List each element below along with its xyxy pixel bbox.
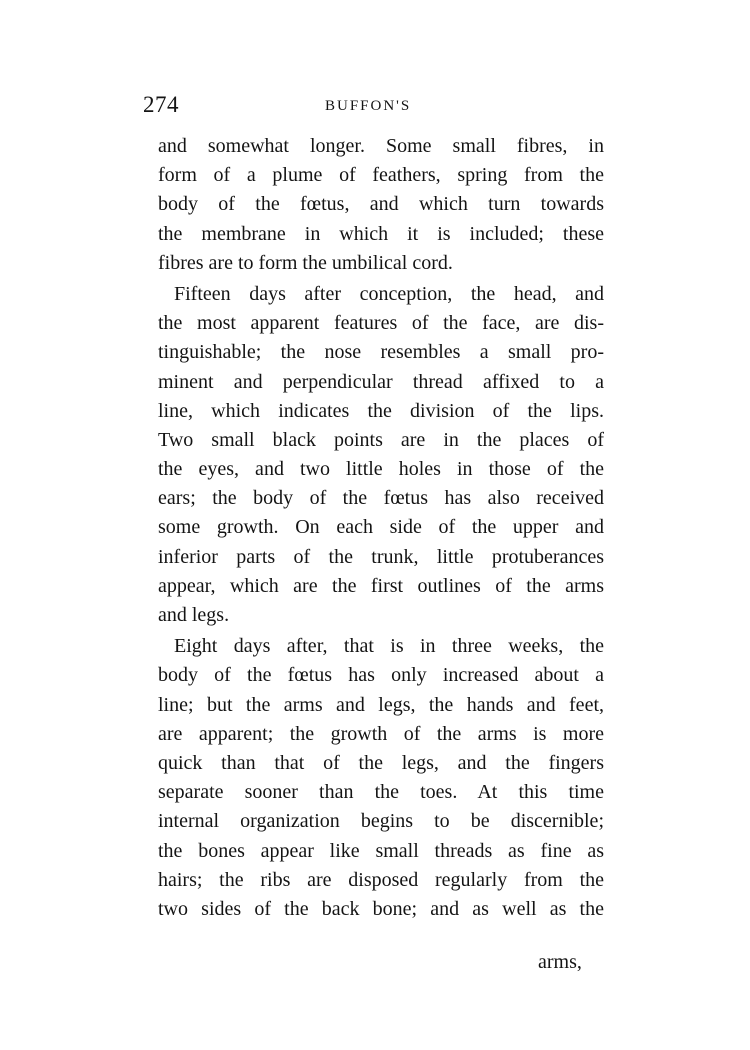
catchword: arms, xyxy=(538,951,582,973)
text-line: are apparent; the growth of the arms is more xyxy=(158,722,604,745)
text-line: some growth. On each side of the upper and xyxy=(158,516,604,539)
text-line: the membrane in which it is included; these xyxy=(158,222,604,245)
text-line: separate sooner than the toes. At this time xyxy=(158,781,604,804)
text-line: minent and perpendicular thread affixed to a xyxy=(158,370,604,393)
text-line: line, which indicates the division of the lips. xyxy=(158,399,604,422)
text-line: body of the fœtus, and which turn towards xyxy=(158,193,604,216)
text-line: two sides of the back bone; and as well as the xyxy=(158,897,604,920)
text-line: hairs; the ribs are disposed regularly from the xyxy=(158,868,604,891)
text-line: quick than that of the legs, and the fingers xyxy=(158,751,604,774)
text-line: and legs. xyxy=(158,604,230,626)
paragraph-3 xyxy=(158,632,604,924)
page-header xyxy=(143,92,603,122)
text-line: line; but the arms and legs, the hands and feet, xyxy=(158,693,604,716)
text-line: tinguishable; the nose resembles a small pro- xyxy=(158,341,604,364)
text-line: the bones appear like small threads as fine as xyxy=(158,839,604,862)
text-line: body of the fœtus has only increased about a xyxy=(158,664,604,687)
text-line: fibres are to form the umbilical cord. xyxy=(158,251,453,274)
body-text xyxy=(158,132,604,924)
text-line: the most apparent features of the face, are dis- xyxy=(158,312,604,335)
text-line: internal organization begins to be discernible; xyxy=(158,810,604,833)
text-line: ears; the body of the fœtus has also received xyxy=(158,487,604,510)
text-line: and somewhat longer. Some small fibres, in xyxy=(158,135,604,157)
page-number: 274 xyxy=(143,92,179,117)
text-line: appear, which are the first outlines of the arms xyxy=(158,574,604,597)
text-line: Two small black points are in the places of xyxy=(158,428,604,451)
paragraph-1 xyxy=(158,132,604,278)
text-line: Eight days after, that is in three weeks, the xyxy=(174,635,604,658)
text-line: the eyes, and two little holes in those of the xyxy=(158,458,604,481)
running-head: BUFFON'S xyxy=(325,98,412,114)
paragraph-2 xyxy=(158,280,604,630)
text-line: inferior parts of the trunk, little protuberances xyxy=(158,545,604,568)
text-line: Fifteen days after conception, the head, and xyxy=(174,282,604,305)
text-line: form of a plume of feathers, spring from the xyxy=(158,164,604,187)
